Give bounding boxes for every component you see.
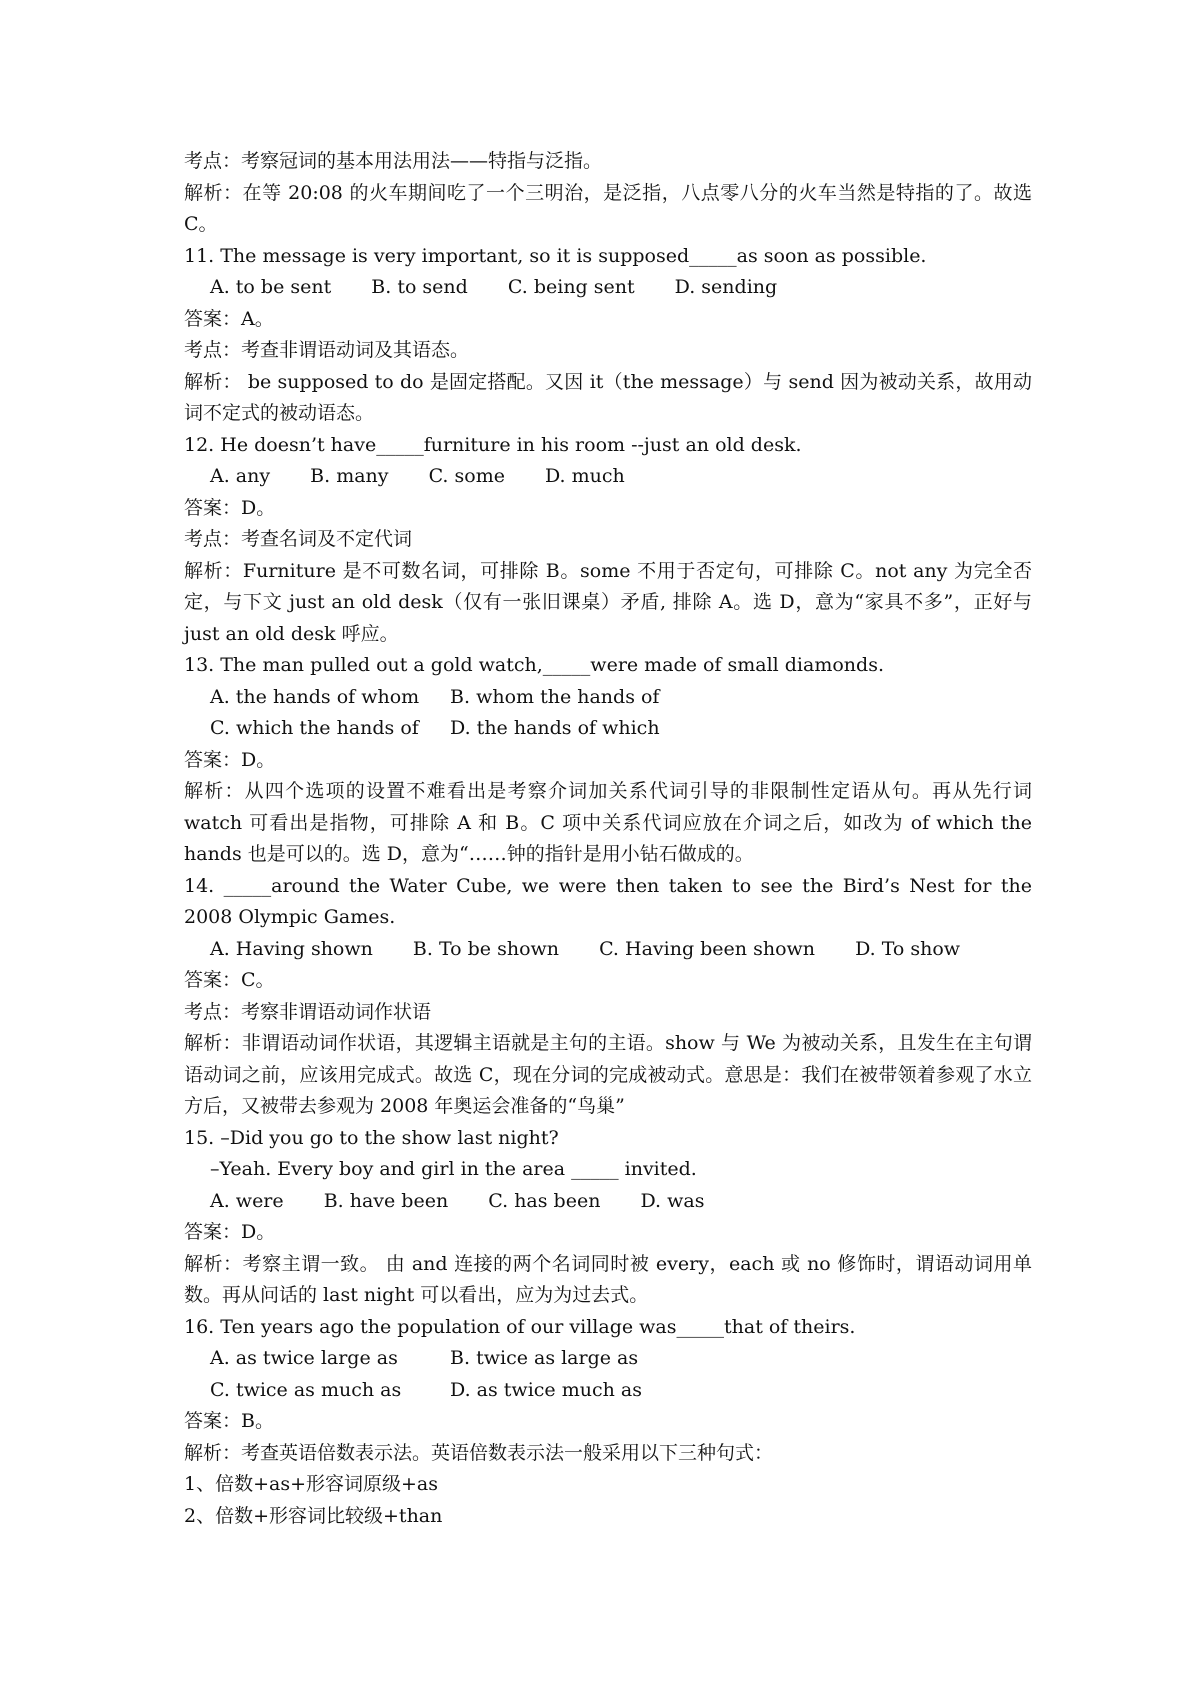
question-15-stem: 15. –Did you go to the show last night?: [184, 1126, 559, 1149]
option-a: A. were: [210, 1189, 284, 1212]
option-c: C. some: [428, 465, 505, 487]
question-12-point: 考点：考查名词及不定代词: [184, 528, 413, 550]
option-d: D. To show: [855, 937, 961, 960]
question-11-stem: 11. The message is very important, so it is supposed_____as soon as possible.: [184, 244, 927, 267]
question-11-answer: 答案：A。: [184, 307, 274, 330]
option-b: B. have been: [323, 1189, 449, 1212]
question-14-point: 考点：考察非谓语动词作状语: [184, 1000, 432, 1023]
question-13-analysis: 解析：从四个选项的设置不难看出是考察介词加关系代词引导的非限制性定语从句。再从先行词 watch 可看出是指物，可排除 A 和 B。C 项中关系代词应放在介词之后，如改为 of which the hands 也是可以的。选 D，意为“……钟的指针是用小钻石做成的。: [184, 780, 1032, 865]
option-a: A. the hands of whom: [210, 685, 420, 708]
question-14-stem: 14. _____around the Water Cube, we were then taken to see the Bird’s Nest for the 2008 Olympic Games.: [184, 874, 1032, 928]
question-13-stem: 13. The man pulled out a gold watch,_____were made of small diamonds.: [184, 654, 884, 676]
intro-point: 考点：考察冠词的基本用法用法——特指与泛指。: [184, 150, 603, 172]
question-16-list-item-2: 2、倍数+形容词比较级+than: [184, 1504, 443, 1527]
question-16-analysis: 解析：考查英语倍数表示法。英语倍数表示法一般采用以下三种句式：: [184, 1441, 774, 1464]
question-14-analysis: 解析：非谓语动词作状语，其逻辑主语就是主句的主语。show 与 We 为被动关系，且发生在主句谓语动词之前，应该用完成式。故选 C，现在分词的完成被动式。意思是：我们在被带领着参观了水立方后，又被带去参观为 2008 年奥运会准备的“鸟巢”: [184, 1032, 1032, 1117]
question-14-options: [184, 934, 1032, 966]
intro-analysis: 解析：在等 20:08 的火车期间吃了一个三明治，是泛指，八点零八分的火车当然是特指的了。故选 C。: [184, 181, 1032, 235]
option-b: B. twice as large as: [450, 1347, 639, 1369]
question-13-options-row-2: [184, 713, 1032, 745]
question-11-options: [184, 272, 1032, 304]
question-16-options-row-1: [184, 1343, 1032, 1375]
question-16-options-row-2: [184, 1375, 1032, 1407]
question-12-answer: 答案：D。: [184, 496, 276, 519]
question-16-stem: 16. Ten years ago the population of our village was_____that of theirs.: [184, 1315, 856, 1338]
option-a: A. Having shown: [210, 937, 373, 960]
option-d: D. the hands of which: [450, 717, 660, 739]
option-c: C. twice as much as: [210, 1378, 402, 1401]
question-12-options: [184, 461, 1032, 493]
option-b: B. whom the hands of: [450, 685, 660, 708]
question-11-analysis: 解析： be supposed to do 是固定搭配。又因 it（the message）与 send 因为被动关系，故用动词不定式的被动语态。: [184, 370, 1032, 424]
option-b: B. many: [310, 465, 389, 487]
option-a: A. any: [210, 465, 271, 487]
option-c: C. which the hands of: [210, 717, 419, 739]
question-12-stem: 12. He doesn’t have_____furniture in his room --just an old desk.: [184, 433, 802, 456]
option-d: D. was: [640, 1189, 705, 1212]
question-13-answer: 答案：D。: [184, 748, 276, 771]
option-d: D. sending: [674, 276, 778, 298]
option-b: B. To be shown: [412, 937, 560, 960]
option-d: D. as twice much as: [450, 1378, 642, 1401]
option-a: A. to be sent: [210, 276, 332, 298]
option-d: D. much: [545, 465, 625, 487]
option-b: B. to send: [371, 276, 468, 298]
question-15-stem-reply: –Yeah. Every boy and girl in the area _____ invited.: [210, 1158, 697, 1180]
question-15-analysis: 解析：考察主谓一致。 由 and 连接的两个名词同时被 every，each 或 no 修饰时，谓语动词用单数。再从问话的 last night 可以看出，应为为过去式。: [184, 1252, 1032, 1306]
option-a: A. as twice large as: [210, 1347, 398, 1369]
question-12-analysis: 解析：Furniture 是不可数名词，可排除 B。some 不用于否定句，可排除 C。not any 为完全否定，与下文 just an old desk（仅有一张旧课桌）矛盾, 排除 A。选 D，意为“家具不多”，正好与 just an old desk 呼应。: [184, 559, 1032, 645]
question-13-options-row-1: [184, 682, 1032, 714]
document-content: [184, 146, 1032, 1532]
option-c: C. has been: [488, 1189, 601, 1212]
question-14-answer: 答案：C。: [184, 969, 275, 991]
question-16-list-item-1: 1、倍数+as+形容词原级+as: [184, 1473, 439, 1495]
option-c: C. being sent: [507, 276, 635, 298]
question-15-answer: 答案：D。: [184, 1221, 276, 1243]
question-15-options: [184, 1186, 1032, 1218]
option-c: C. Having been shown: [599, 937, 816, 960]
question-16-answer: 答案：B。: [184, 1410, 274, 1432]
question-11-point: 考点：考查非谓语动词及其语态。: [184, 339, 470, 361]
